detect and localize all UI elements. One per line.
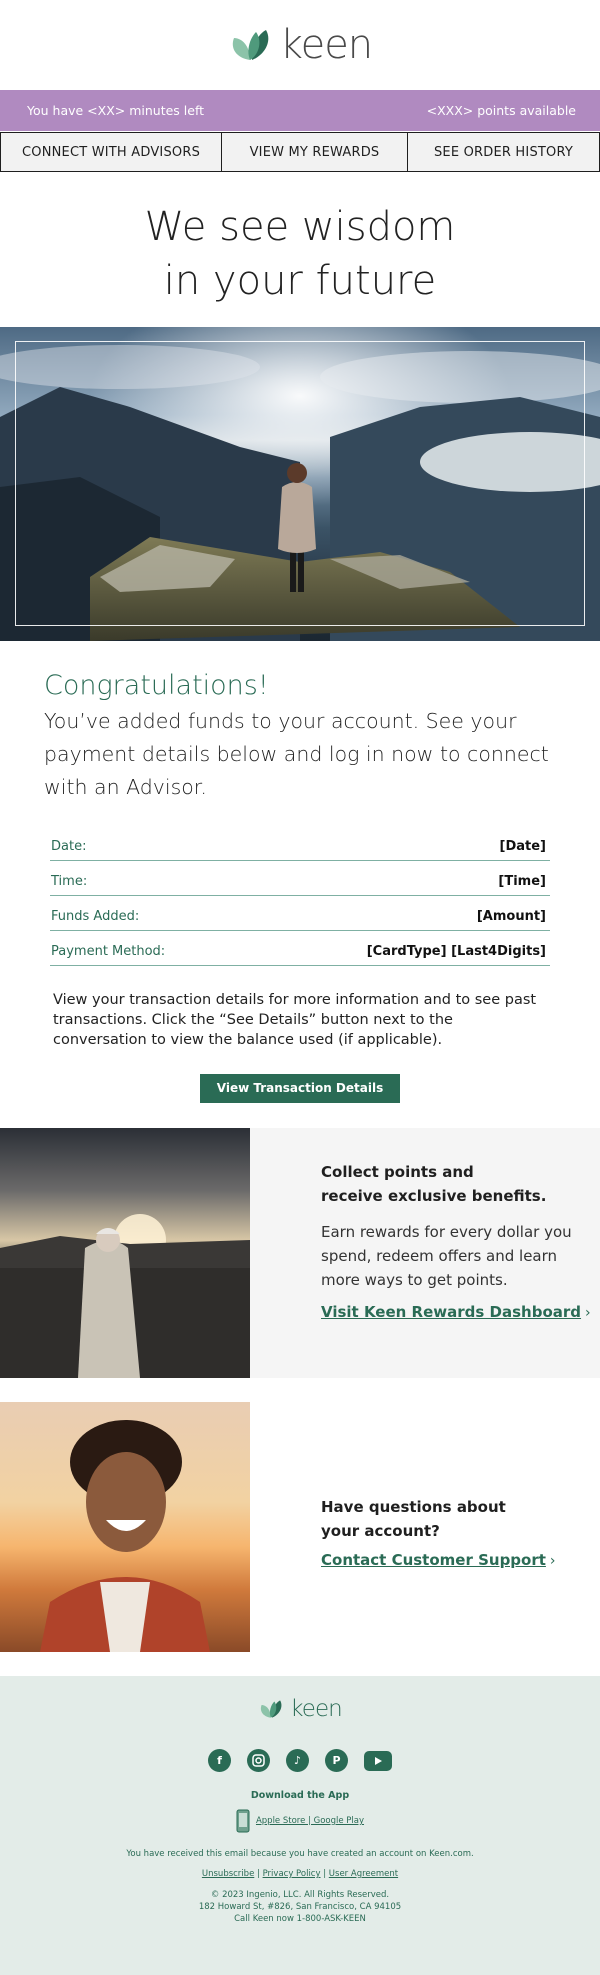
- detail-value: [Time]: [498, 874, 546, 889]
- app-store-row: [0, 1809, 600, 1833]
- support-photo: [0, 1402, 250, 1652]
- copyright-text: © 2023 Ingenio, LLC. All Rights Reserved.: [210, 1890, 390, 1900]
- see-order-history-link[interactable]: SEE ORDER HISTORY: [408, 132, 600, 172]
- footer-logo-wrap: [0, 1676, 600, 1722]
- headline-line-2: in your future: [163, 258, 437, 304]
- unsubscribe-link[interactable]: Unsubscribe: [201, 1869, 255, 1879]
- detail-row-payment-method: [50, 931, 550, 966]
- detail-row-time: [50, 861, 550, 896]
- detail-value: [Amount]: [476, 909, 546, 924]
- phone-text: Call Keen now 1-800-ASK-KEEN: [234, 1914, 366, 1924]
- detail-label: Time:: [51, 874, 88, 889]
- view-my-rewards-link[interactable]: VIEW MY REWARDS: [222, 132, 408, 172]
- visit-rewards-dashboard-link[interactable]: Visit Keen Rewards Dashboard: [321, 1303, 582, 1321]
- footer-address-block: [0, 1889, 600, 1925]
- footer-keen-logo[interactable]: [258, 1696, 341, 1722]
- user-agreement-link[interactable]: User Agreement: [328, 1869, 399, 1879]
- promo-bar: [0, 90, 600, 131]
- payment-details-table: [50, 826, 550, 966]
- congrats-section: [0, 641, 600, 804]
- detail-value: [CardType] [Last4Digits]: [366, 944, 546, 959]
- congrats-text: You’ve added funds to your account. See your payment details below and log in now to connect with an Advisor.: [44, 709, 549, 799]
- facebook-icon[interactable]: f: [208, 1749, 231, 1772]
- support-title-line-1: Have questions about: [321, 1498, 506, 1516]
- app-store-links[interactable]: Apple Store | Google Play: [255, 1816, 365, 1826]
- hero-image: [0, 327, 600, 641]
- button-wrap: [0, 1074, 600, 1103]
- top-nav: [0, 131, 600, 172]
- detail-row-date: [50, 826, 550, 861]
- email-header: [0, 0, 600, 90]
- congrats-title: Congratulations!: [44, 670, 269, 701]
- smiling-man-illustration: [0, 1402, 250, 1652]
- address-text: 182 Howard St, #826, San Francisco, CA 94105: [198, 1902, 402, 1912]
- pinterest-icon[interactable]: P: [325, 1749, 348, 1772]
- hero-frame-border: [15, 341, 585, 626]
- leaf-logo-icon: [258, 1698, 286, 1720]
- rewards-title-line-1: Collect points and: [321, 1163, 474, 1181]
- detail-label: Payment Method:: [51, 944, 166, 959]
- chevron-right-icon: ›: [585, 1305, 591, 1321]
- detail-row-funds: [50, 896, 550, 931]
- logo-wordmark: keen: [279, 22, 373, 68]
- rewards-body: [250, 1128, 600, 1378]
- leaf-logo-icon: [228, 26, 276, 64]
- detail-label: Funds Added:: [51, 909, 140, 924]
- contact-customer-support-link[interactable]: Contact Customer Support: [321, 1551, 546, 1569]
- headline: [0, 172, 600, 327]
- tiktok-icon[interactable]: ♪: [286, 1749, 309, 1772]
- minutes-left-text: You have <XX> minutes left: [27, 103, 205, 118]
- rewards-photo: [0, 1128, 250, 1378]
- points-available-text: <XXX> points available: [426, 103, 576, 118]
- phone-icon: [236, 1809, 250, 1833]
- social-icons: [0, 1749, 600, 1772]
- connect-with-advisors-link[interactable]: CONNECT WITH ADVISORS: [0, 132, 222, 172]
- headline-line-1: We see wisdom: [144, 204, 456, 250]
- detail-value: [Date]: [499, 839, 546, 854]
- keen-logo[interactable]: [228, 22, 372, 68]
- footer-notice: You have received this email because you have created an account on Keen.com.: [126, 1849, 474, 1859]
- rewards-text: Earn rewards for every dollar you spend, redeem offers and learn more ways to get points.: [321, 1223, 572, 1289]
- instagram-icon[interactable]: [247, 1749, 270, 1772]
- youtube-icon[interactable]: [364, 1751, 392, 1771]
- privacy-policy-link[interactable]: Privacy Policy: [262, 1869, 321, 1879]
- view-transaction-details-button[interactable]: View Transaction Details: [200, 1074, 400, 1103]
- rewards-section: [0, 1128, 600, 1378]
- support-body: [250, 1402, 600, 1652]
- chevron-right-icon: ›: [549, 1553, 556, 1569]
- footer-legal-links: Unsubscribe | Privacy Policy | User Agreement: [201, 1869, 399, 1879]
- rewards-title-line-2: receive exclusive benefits.: [321, 1187, 547, 1205]
- support-section: [0, 1402, 600, 1652]
- woman-by-sea-illustration: [0, 1128, 250, 1378]
- footer-logo-wordmark: keen: [290, 1696, 342, 1722]
- support-title-line-2: your account?: [321, 1522, 440, 1540]
- detail-label: Date:: [51, 839, 87, 854]
- download-app-label: Download the App: [250, 1790, 350, 1801]
- email-footer: [0, 1676, 600, 1975]
- transaction-info-text: View your transaction details for more information and to see past transactions. Click the “See Details” button next to the conversation to view the balance used (if applicable).: [53, 992, 537, 1048]
